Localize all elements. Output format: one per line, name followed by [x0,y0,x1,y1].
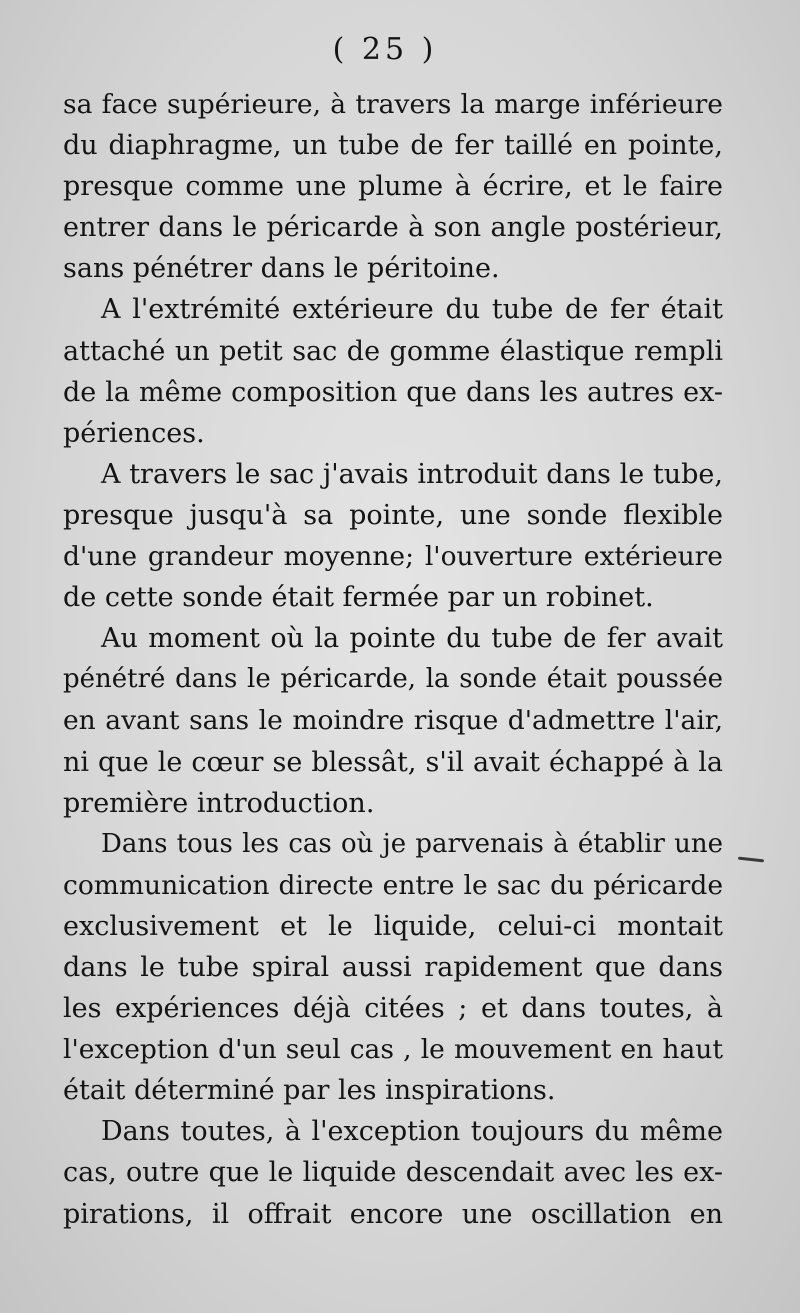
text-line: sa face supérieure, à travers la marge inférieure [63,89,723,120]
text-line: cas, outre que le liquide descendait avec les ex- [63,1157,723,1189]
text-line: était déterminé par les inspirations. [63,1075,556,1107]
text-line: entrer dans le péricarde à son angle postérieur, [63,212,723,244]
text-line: l'exception d'un seul cas , le mouvement en haut [63,1034,723,1066]
page-number: ( 25 ) [332,32,438,67]
text-line: pirations, il offrait encore une oscillation en [63,1198,723,1230]
text-line: A l'extrémité extérieure du tube de fer était [101,294,723,326]
text-line: A travers le sac j'avais introduit dans le tube, [101,458,723,490]
text-line: périences. [63,417,205,449]
text-line: d'une grandeur moyenne; l'ouverture extérieure [63,541,723,573]
text-line: sans pénétrer dans le péritoine. [63,253,500,285]
text-line: attaché un petit sac de gomme élastique rempli [63,335,723,367]
text-line: Dans tous les cas où je parvenais à établir une [101,828,723,859]
text-line: presque jusqu'à sa pointe, une sonde flexible [63,499,723,531]
margin-mark [738,857,764,863]
text-line: presque comme une plume à écrire, et le faire [63,171,723,203]
text-line: dans le tube spiral aussi rapidement que dans [63,951,723,983]
text-line: les expériences déjà citées ; et dans toutes, à [63,993,723,1025]
text-line: de cette sonde était fermée par un robinet. [63,582,654,614]
text-line: communication directe entre le sac du péricarde [63,869,723,901]
body-text [63,84,723,1235]
text-line: exclusivement et le liquide, celui-ci montait [63,910,723,942]
text-line: pénétré dans le péricarde, la sonde était poussée [63,664,723,695]
text-line: première introduction. [63,787,375,819]
text-line: du diaphragme, un tube de fer taillé en pointe, [63,130,723,162]
text-line: ni que le cœur se blessât, s'il avait échappé à la [63,746,723,778]
text-line: Dans toutes, à l'exception toujours du même [101,1116,723,1148]
text-line: Au moment où la pointe du tube de fer avait [101,623,723,655]
text-line: en avant sans le moindre risque d'admettre l'air, [63,705,723,737]
text-line: de la même composition que dans les autres ex- [63,376,723,408]
